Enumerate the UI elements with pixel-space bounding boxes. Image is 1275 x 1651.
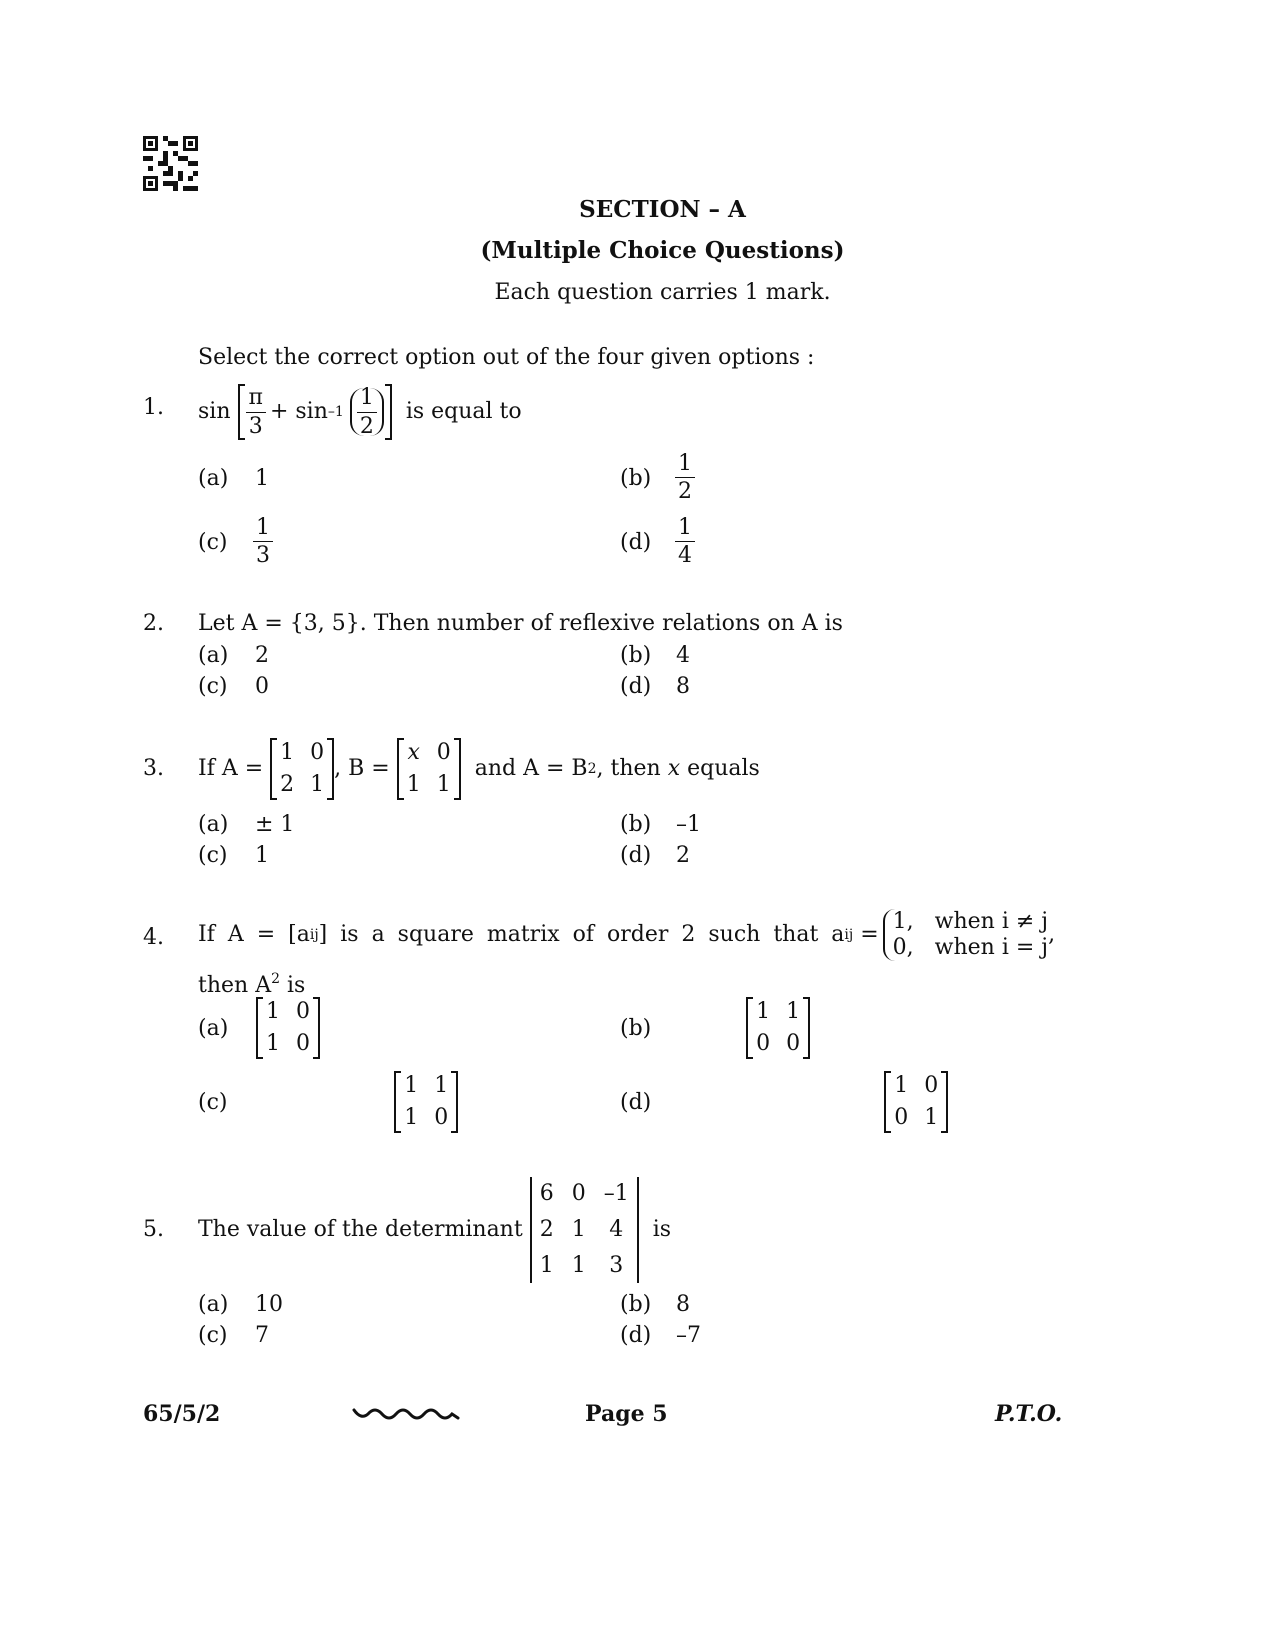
option-value: 1 — [255, 843, 269, 868]
option-value: ± 1 — [255, 812, 295, 837]
matrix-cell: 1 — [894, 1073, 909, 1098]
option-matrix — [394, 1071, 458, 1133]
question-4-continuation — [198, 966, 305, 999]
fraction-one-half — [357, 386, 377, 437]
case-value: 1, — [892, 909, 914, 934]
option-label: (c) — [198, 1090, 228, 1115]
option-label: (a) — [198, 1292, 229, 1317]
option-label: (d) — [620, 530, 652, 555]
plus-sin-text: + sin — [269, 399, 328, 424]
option-label: (b) — [620, 1016, 652, 1041]
equals-sign: = — [860, 922, 879, 947]
fraction-denominator: 3 — [256, 543, 270, 569]
fraction-denominator: 3 — [248, 413, 263, 439]
option-value: 2 — [255, 643, 269, 668]
piecewise-cases — [883, 909, 1048, 961]
option-matrix — [884, 1071, 948, 1133]
variable-x: x — [667, 756, 681, 781]
case-value: 0, — [892, 935, 914, 960]
option-value: 8 — [676, 674, 690, 699]
option-fraction — [253, 516, 273, 567]
fraction-numerator: 1 — [253, 516, 273, 542]
wave-ornament-icon — [352, 1404, 460, 1424]
matrix-cell: 1 — [571, 1253, 586, 1278]
option-value: 1 — [255, 466, 269, 491]
option-fraction — [675, 452, 695, 503]
b-equals-text: , B = — [334, 756, 390, 781]
matrix-cell: 0 — [296, 999, 310, 1024]
matrix-cell: 3 — [609, 1253, 624, 1278]
fraction-pi-over-3 — [246, 386, 266, 437]
question-tail-text: is equal to — [405, 399, 522, 424]
question-5-expression — [198, 1178, 671, 1282]
question-number: 2. — [143, 611, 164, 636]
matrix-cell: 1 — [310, 772, 325, 797]
equals-text: equals — [687, 756, 760, 781]
option-label: (c) — [198, 843, 228, 868]
case-condition: when i ≠ j — [934, 909, 1049, 934]
is-text: is — [287, 973, 306, 998]
section-subtitle: (Multiple Choice Questions) — [480, 237, 845, 264]
parenthesis-group — [350, 385, 384, 439]
fraction-denominator: 4 — [678, 543, 692, 569]
option-label: (b) — [620, 1292, 652, 1317]
matrix-cell: x — [407, 740, 420, 765]
matrix-cell: 0 — [310, 740, 325, 765]
question-number: 1. — [143, 395, 164, 420]
square-bracket-group — [238, 384, 392, 440]
case-condition: when i = j — [934, 935, 1049, 960]
question-3-expression — [198, 736, 760, 802]
fraction-numerator: 1 — [357, 386, 377, 412]
pto-label: P.T.O. — [995, 1401, 1063, 1427]
option-value: 7 — [255, 1323, 269, 1348]
matrix-cell: 1 — [539, 1253, 554, 1278]
sin-text: sin — [198, 399, 231, 424]
option-value: –1 — [676, 812, 701, 837]
ij-subscript: ij — [844, 927, 854, 943]
instruction-text: Select the correct option out of the four given options : — [198, 345, 815, 370]
page-number: Page 5 — [585, 1401, 668, 1427]
matrix-cell: 4 — [609, 1217, 624, 1242]
then-text: then A — [198, 973, 272, 998]
fraction-denominator: 2 — [359, 413, 374, 439]
question-2-text: Let A = {3, 5}. Then number of reflexive relations on A is — [198, 611, 843, 636]
option-label: (d) — [620, 1090, 652, 1115]
matrix-cell: 1 — [756, 999, 771, 1024]
determinant-matrix — [530, 1177, 639, 1283]
mid-text: ] is a square matrix of order 2 such that a — [318, 922, 845, 947]
option-label: (d) — [620, 674, 652, 699]
square-superscript: 2 — [587, 761, 597, 777]
then-text: , then — [596, 756, 661, 781]
matrix-cell: 0 — [436, 740, 451, 765]
matrix-cell: 1 — [571, 1217, 586, 1242]
matrix-cell: 6 — [539, 1181, 554, 1206]
inverse-superscript: –1 — [327, 404, 344, 420]
option-label: (c) — [198, 530, 228, 555]
comma: , — [1048, 922, 1056, 947]
option-value: 0 — [255, 674, 269, 699]
option-label: (b) — [620, 643, 652, 668]
matrix-cell: 1 — [404, 1105, 419, 1130]
ij-subscript: ij — [309, 927, 319, 943]
question-number: 4. — [143, 925, 164, 950]
question-4-expression — [198, 905, 1055, 965]
square-superscript: 2 — [271, 971, 281, 987]
matrix-cell: 0 — [571, 1181, 586, 1206]
option-label: (b) — [620, 466, 652, 491]
option-label: (a) — [198, 643, 229, 668]
lead-text: If A = [a — [198, 922, 310, 947]
option-value: 8 — [676, 1292, 690, 1317]
option-fraction — [675, 516, 695, 567]
lead-text: The value of the determinant — [198, 1217, 523, 1242]
fraction-numerator: 1 — [675, 452, 695, 478]
matrix-cell: 2 — [280, 772, 295, 797]
option-label: (d) — [620, 843, 652, 868]
option-label: (a) — [198, 466, 229, 491]
option-label: (b) — [620, 812, 652, 837]
matrix-cell: 0 — [296, 1031, 310, 1056]
matrix-cell: 0 — [894, 1105, 909, 1130]
fraction-denominator: 2 — [678, 479, 692, 505]
matrix-cell: 1 — [266, 999, 280, 1024]
section-title: SECTION – A — [579, 196, 746, 223]
matrix-cell: –1 — [603, 1181, 629, 1206]
paper-code: 65/5/2 — [143, 1401, 221, 1427]
fraction-numerator: 1 — [675, 516, 695, 542]
qr-code — [143, 136, 198, 191]
option-label: (c) — [198, 1323, 228, 1348]
matrix-cell: 1 — [404, 1073, 419, 1098]
matrix-cell: 1 — [280, 740, 295, 765]
matrix-cell: 1 — [266, 1031, 280, 1056]
matrix-cell: 0 — [786, 1031, 801, 1056]
question-number: 5. — [143, 1217, 164, 1242]
matrix-cell: 1 — [924, 1105, 939, 1130]
fraction-numerator: π — [246, 386, 266, 412]
marks-note: Each question carries 1 mark. — [494, 280, 831, 305]
option-label: (a) — [198, 812, 229, 837]
matrix-b — [397, 738, 461, 800]
matrix-cell: 1 — [786, 999, 801, 1024]
matrix-cell: 0 — [924, 1073, 939, 1098]
option-matrix — [256, 997, 320, 1059]
option-label: (c) — [198, 674, 228, 699]
option-matrix — [746, 997, 810, 1059]
matrix-cell: 0 — [434, 1105, 449, 1130]
matrix-cell: 0 — [756, 1031, 771, 1056]
option-value: 4 — [676, 643, 690, 668]
matrix-a — [270, 738, 334, 800]
and-a-text: and A = B — [474, 756, 588, 781]
option-value: 10 — [255, 1292, 283, 1317]
matrix-cell: 1 — [406, 772, 421, 797]
question-number: 3. — [143, 756, 164, 781]
matrix-cell: 1 — [436, 772, 451, 797]
if-a-text: If A = — [198, 756, 264, 781]
option-label: (d) — [620, 1323, 652, 1348]
matrix-cell: 2 — [539, 1217, 554, 1242]
option-value: –7 — [676, 1323, 701, 1348]
question-1-expression — [198, 384, 522, 440]
matrix-cell: 1 — [434, 1073, 449, 1098]
option-label: (a) — [198, 1016, 229, 1041]
option-value: 2 — [676, 843, 690, 868]
tail-text: is — [652, 1217, 672, 1242]
